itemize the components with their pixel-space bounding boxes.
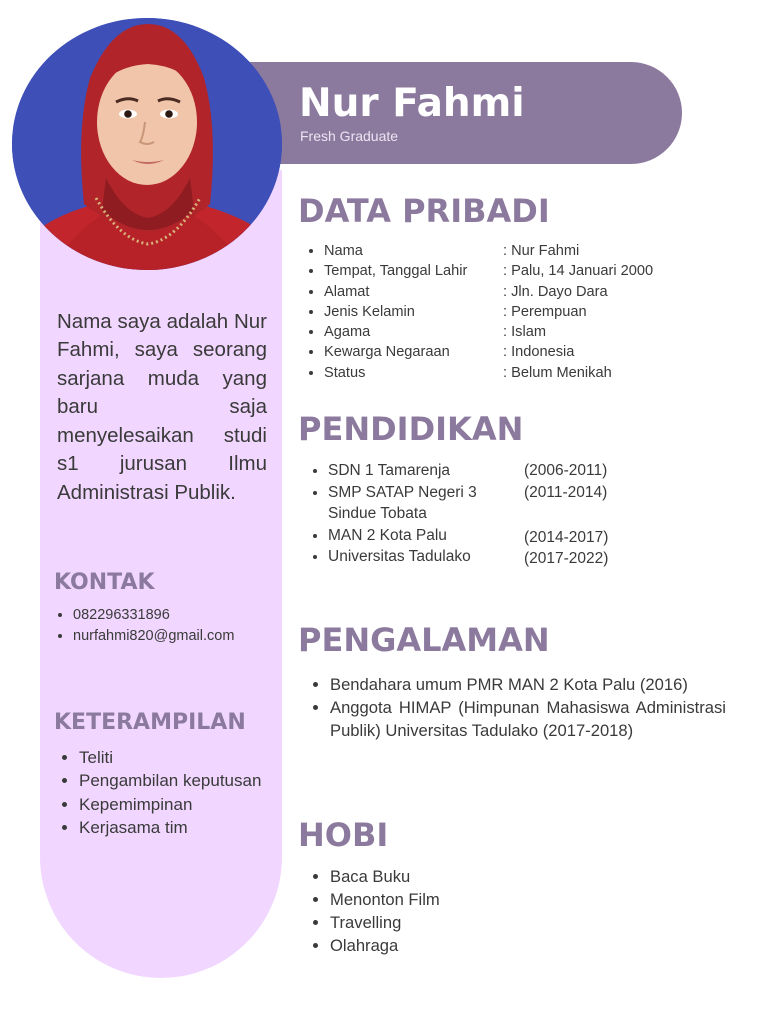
field-value: : Islam (503, 324, 546, 341)
field-value: : Jln. Dayo Dara (503, 283, 608, 300)
hobbies-list (310, 865, 440, 957)
field-label: Tempat, Tanggal Lahir (324, 263, 468, 280)
list-item: • Olahraga (330, 934, 440, 957)
skills-list (58, 746, 289, 839)
school-years: (2017-2022) (524, 550, 609, 567)
name-banner (248, 62, 682, 164)
education-heading: PENDIDIKAN (298, 410, 524, 448)
field-value: : Belum Menikah (503, 364, 612, 381)
school-years: (2006-2011) (524, 462, 608, 479)
field-label: Nama (324, 243, 363, 259)
school-years: (2011-2014) (524, 483, 608, 501)
field-label: Kewarga Negaraan (324, 344, 450, 361)
list-item: • Travelling (330, 911, 440, 934)
list-item: • Menonton Film (330, 888, 440, 911)
school-years: (2014-2017) (524, 528, 609, 546)
list-item: • Anggota HIMAP (Himpunan Mahasiswa Administrasi Publik) Universitas Tadulako (2017-2018) (330, 696, 726, 742)
school-name: MAN 2 Kota Palu (328, 526, 447, 544)
education-list (309, 460, 628, 568)
list-item: • Kerjasama tim (79, 816, 289, 839)
about-paragraph: Nama saya adalah Nur Fahmi, saya seorang sarjana muda yang baru saja menyelesaikan studi s1 jurusan Ilmu Administrasi Publik. (57, 309, 267, 504)
list-item: • Pengambilan keputusan (79, 769, 289, 792)
list-item (324, 342, 653, 362)
list-item: • Baca Buku (330, 865, 440, 888)
list-item (328, 460, 628, 482)
list-item (328, 482, 628, 525)
list-item: • Teliti (79, 746, 289, 769)
field-value: : Nur Fahmi (503, 243, 580, 259)
experience-heading: PENGALAMAN (298, 621, 550, 659)
contact-phone: • 082296331896 (73, 605, 234, 626)
list-item (324, 302, 653, 322)
experience-list (310, 673, 726, 742)
contact-list (54, 605, 234, 647)
list-item (324, 282, 653, 302)
list-item (324, 261, 653, 281)
field-label: Agama (324, 324, 371, 341)
list-item (324, 363, 653, 383)
field-label: Status (324, 364, 366, 381)
school-name: SDN 1 Tamarenja (328, 462, 451, 479)
person-role: Fresh Graduate (300, 128, 399, 144)
field-value: : Perempuan (503, 303, 587, 320)
contact-heading: KONTAK (54, 570, 155, 595)
list-item (324, 322, 653, 342)
field-label: Jenis Kelamin (324, 303, 415, 320)
skills-heading: KETERAMPILAN (54, 710, 246, 735)
field-value: : Indonesia (503, 344, 575, 361)
school-name: SMP SATAP Negeri 3 Sindue Tobata (328, 483, 477, 522)
hobbies-heading: HOBI (298, 816, 389, 854)
list-item: • Bendahara umum PMR MAN 2 Kota Palu (2016) (330, 673, 726, 696)
contact-email: • nurfahmi820@gmail.com (73, 626, 234, 647)
list-item (324, 241, 653, 261)
list-item (328, 546, 628, 568)
list-item (328, 525, 628, 547)
field-label: Alamat (324, 283, 370, 300)
personal-data-heading: DATA PRIBADI (298, 192, 550, 230)
field-value: : Palu, 14 Januari 2000 (503, 263, 654, 280)
school-name: Universitas Tadulako (328, 548, 471, 565)
profile-photo (12, 18, 282, 270)
person-name: Nur Fahmi (299, 81, 525, 126)
list-item: • Kepemimpinan (79, 793, 289, 816)
personal-data-list (306, 241, 653, 383)
